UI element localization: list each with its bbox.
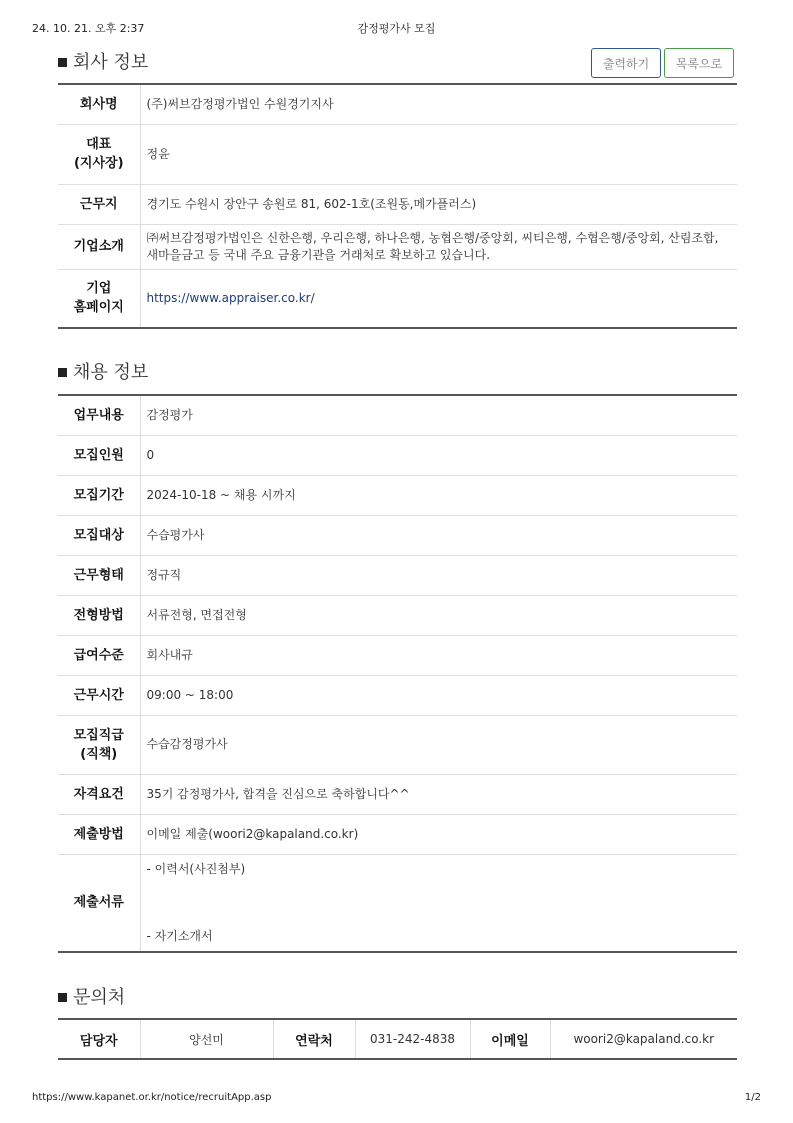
row-value: 감정평가 [146,407,193,422]
row-value [140,269,737,328]
table-row [58,224,737,269]
row-value: 이메일 제출(woori2@kapaland.co.kr) [146,826,359,841]
row-label: 자격요건 [58,774,140,814]
row-value: 정윤 [146,146,170,161]
table-row [58,854,737,952]
row-label [58,715,140,774]
row-label: 업무내용 [58,395,140,435]
document-item: - 자기소개서 [146,929,213,943]
row-value: 35기 감정평가사, 합격을 진심으로 축하합니다^^ [146,786,410,801]
table-row [58,184,737,224]
print-datetime: 24. 10. 21. 오후 2:37 [32,22,145,35]
row-value: 0 [146,447,155,462]
row-label: 모집대상 [58,515,140,555]
phone-label: 연락처 [273,1019,355,1059]
row-value: ㈜써브감정평가법인은 신한은행, 우리은행, 하나은행, 농협은행/중앙회, 씨티은행, 수협은행/중앙회, 산림조합, 새마을금고 등 국내 주요 금융기관을 거래처로 확보하고 있습니다. [146,230,719,262]
row-label: 기업소개 [58,224,140,269]
homepage-link[interactable]: https://www.appraiser.co.kr/ [146,290,315,305]
phone-value: 031-242-4838 [355,1019,470,1059]
table-row [58,595,737,635]
row-label: 급여수준 [58,635,140,675]
print-footer [32,1092,761,1106]
table-row [58,124,737,184]
label-line: 모집직급 [73,727,124,743]
table-row [58,475,737,515]
row-label: 근무형태 [58,555,140,595]
row-label: 근무지 [58,184,140,224]
row-value: 회사내규 [146,647,193,662]
table-row [58,814,737,854]
row-value: 2024-10-18 ~ 채용 시까지 [146,487,296,502]
row-label: 전형방법 [58,595,140,635]
row-value: (주)써브감정평가법인 수원경기지사 [146,96,334,111]
table-row [58,774,737,814]
label-line: (직책) [80,746,118,762]
table-row [58,715,737,774]
row-value: 수습평가사 [146,527,205,542]
page-url: https://www.kapanet.or.kr/notice/recruitApp.asp [32,1092,272,1103]
label-line: 홈페이지 [73,300,124,316]
company-section-title-text: 회사 정보 [73,52,149,73]
row-value: 수습감정평가사 [146,737,228,751]
table-row [58,515,737,555]
contact-table [58,1018,737,1060]
table-row [58,675,737,715]
company-section-title [58,48,148,74]
list-button[interactable]: 목록으로 [664,48,734,78]
row-label: 근무시간 [58,675,140,715]
email-label: 이메일 [470,1019,550,1059]
row-value: 정규직 [146,567,182,582]
label-line: (지사장) [73,156,124,171]
label-line: 대표 [86,137,112,152]
recruit-section-title-text: 채용 정보 [73,362,149,383]
row-label: 회사명 [58,84,140,124]
document-item: - 이력서(사진첨부) [146,861,246,876]
email-value: woori2@kapaland.co.kr [573,1032,715,1046]
table-row [58,635,737,675]
row-label: 모집기간 [58,475,140,515]
manager-value: 양선미 [140,1019,273,1059]
row-label: 모집인원 [58,435,140,475]
print-header [32,20,761,36]
square-bullet-icon [58,368,67,377]
row-label [58,124,140,184]
label-line: 기업 [86,281,112,297]
row-value [140,854,737,952]
manager-label: 담당자 [58,1019,140,1059]
row-label: 제출방법 [58,814,140,854]
square-bullet-icon [58,58,67,67]
table-row [58,1019,737,1059]
row-label [58,269,140,328]
row-label: 제출서류 [58,854,140,952]
square-bullet-icon [58,993,67,1002]
recruit-section-title [58,358,148,384]
contact-section-title [58,983,125,1009]
contact-section-title-text: 문의처 [73,987,126,1008]
table-row [58,269,737,328]
table-row [58,395,737,435]
row-value: 경기도 수원시 장안구 송원로 81, 602-1호(조원동,메가플러스) [146,196,477,211]
page-number: 1/2 [744,1092,761,1103]
table-row [58,84,737,124]
row-value: 서류전형, 면접전형 [146,607,247,622]
table-row [58,555,737,595]
row-value: 09:00 ~ 18:00 [146,687,234,702]
company-info-table [58,83,737,329]
recruit-info-table [58,394,737,953]
print-button[interactable]: 출력하기 [591,48,661,78]
print-page-title: 감정평가사 모집 [357,22,436,35]
table-row [58,435,737,475]
